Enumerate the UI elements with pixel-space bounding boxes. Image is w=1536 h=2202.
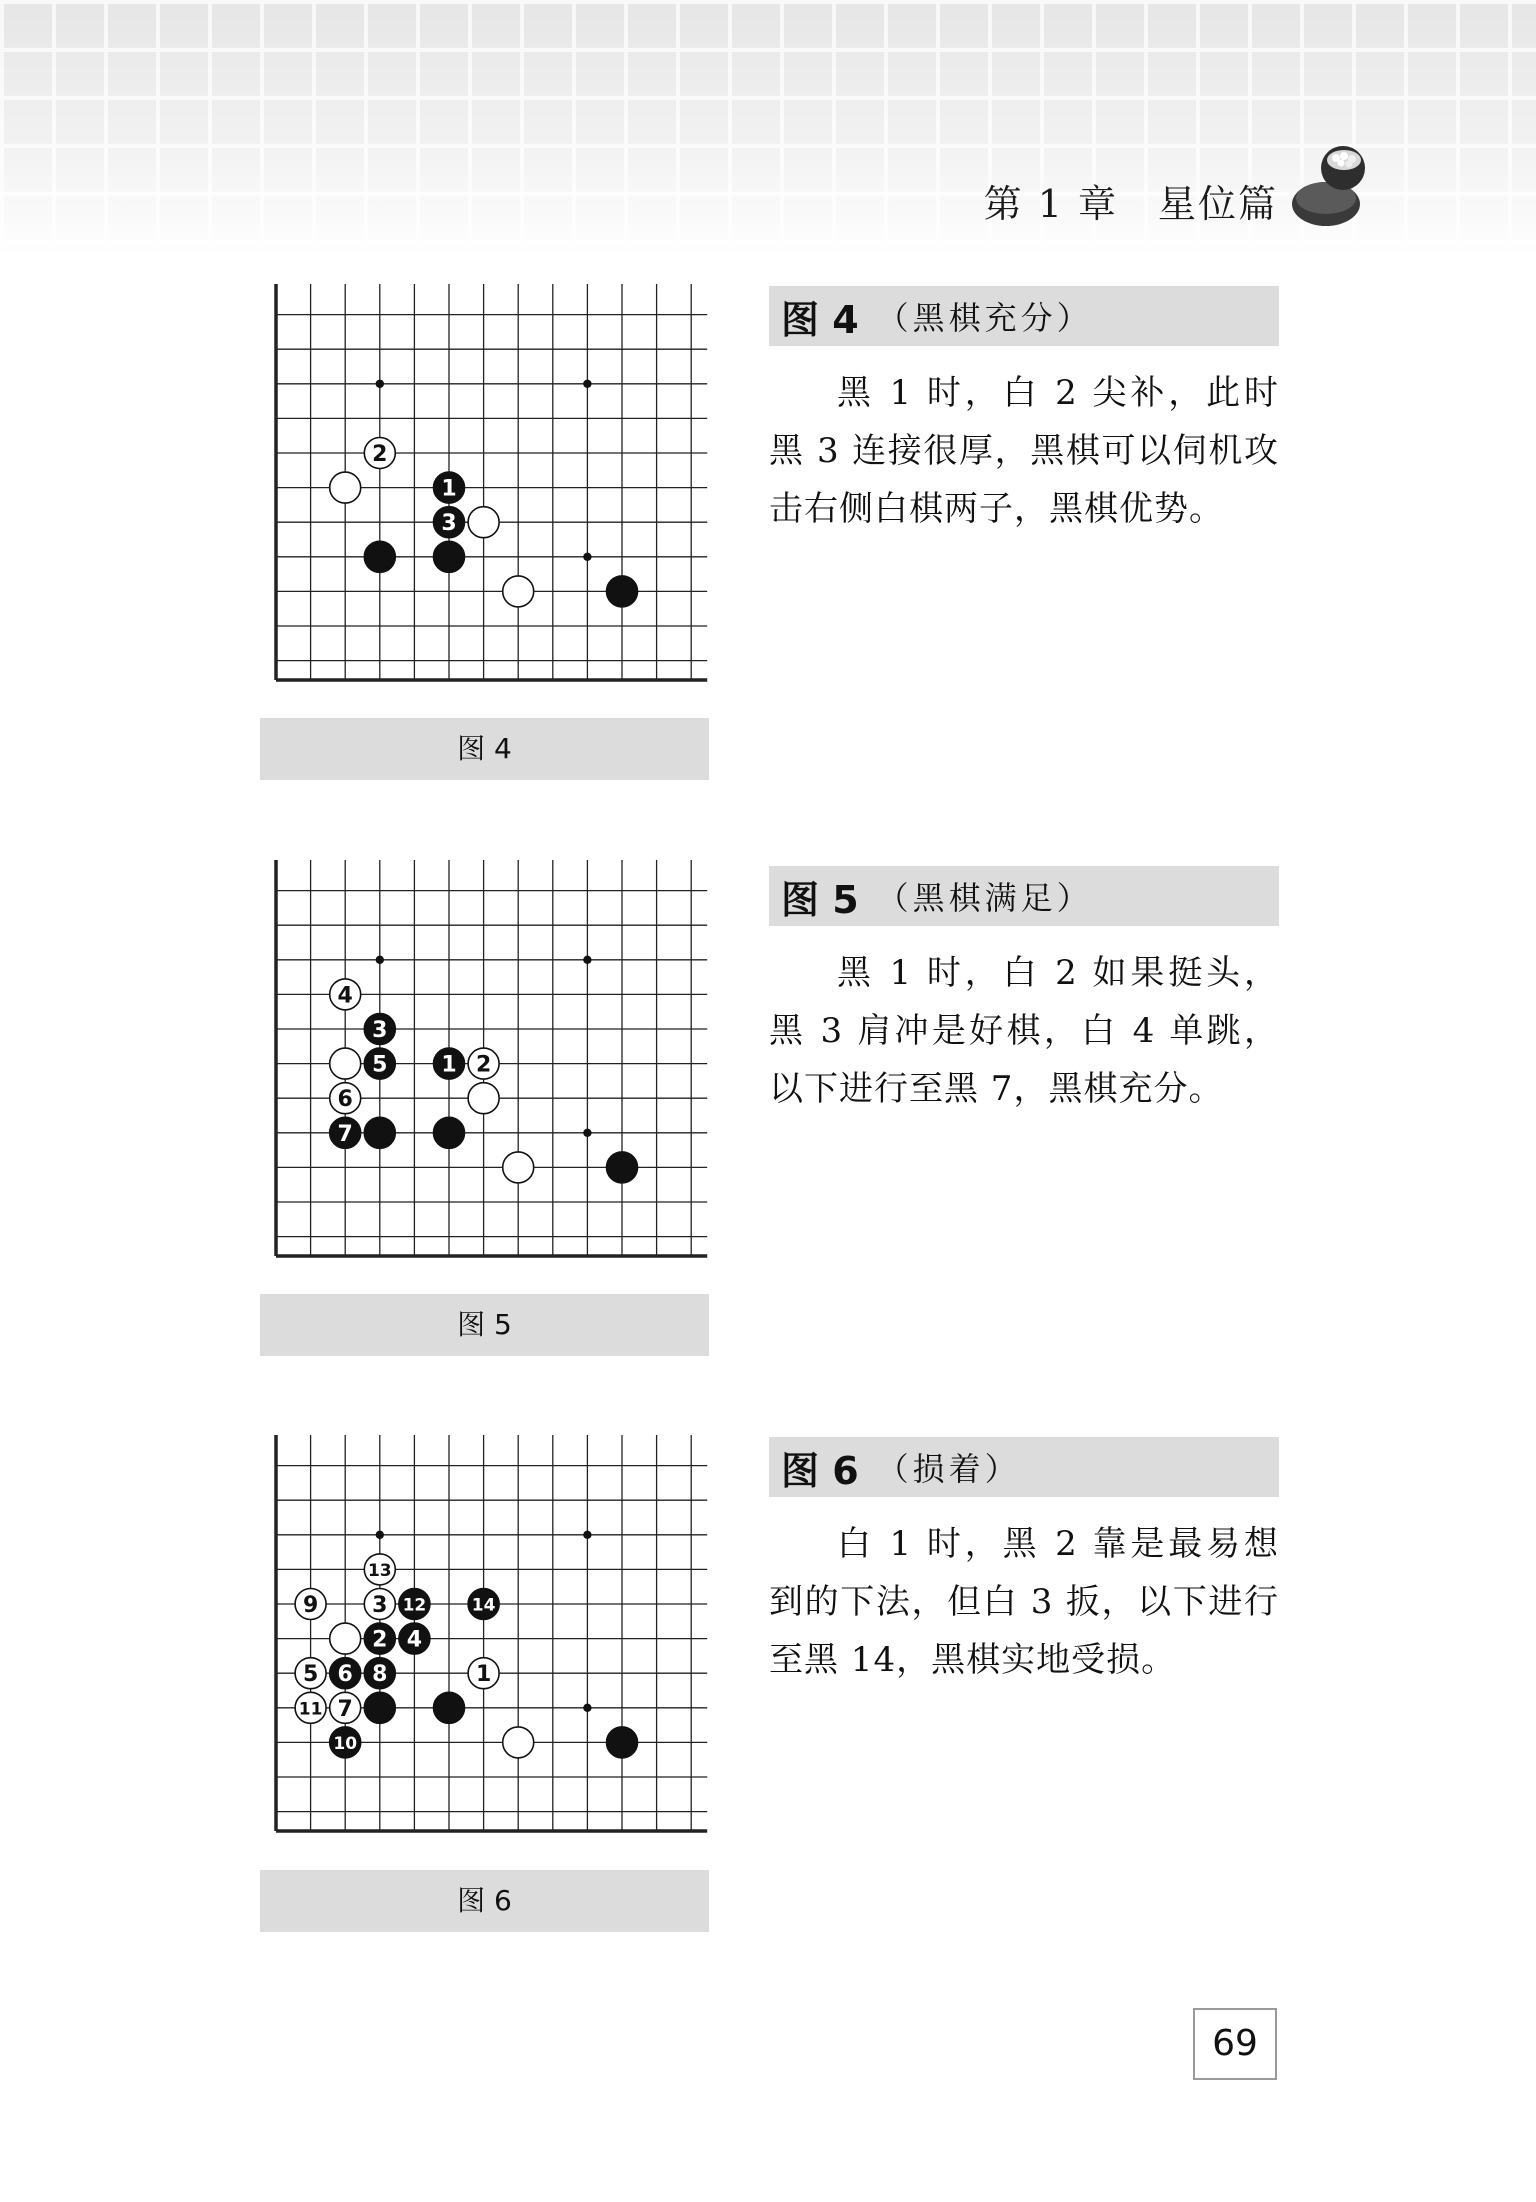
white-stone — [295, 1692, 326, 1723]
figure-heading — [769, 1437, 1279, 1497]
black-stone — [364, 1014, 395, 1045]
black-stone — [330, 1658, 361, 1689]
move-number: 5 — [302, 1662, 319, 1688]
move-number: 5 — [372, 1052, 388, 1078]
star-point — [583, 1704, 591, 1712]
star-point — [376, 956, 384, 964]
white-stone — [364, 1589, 395, 1620]
move-number: 1 — [475, 1662, 492, 1688]
star-point — [376, 1531, 384, 1539]
commentary-text: 白 1 时，黑 2 靠是最易想到的下法，但白 3 扳，以下进行至黑 14，黑棋实地受损。 — [769, 1524, 1279, 1680]
figure-number: 图 5 — [781, 877, 859, 922]
move-number: 11 — [298, 1699, 323, 1720]
move-number: 2 — [372, 1627, 388, 1653]
move-number: 6 — [337, 1087, 353, 1113]
star-point — [583, 380, 591, 388]
commentary-text: 黑 1 时，白 2 尖补，此时黑 3 连接很厚，黑棋可以伺机攻击右侧白棋两子，黑棋优势。 — [769, 373, 1279, 529]
white-stone — [468, 507, 499, 538]
black-stone — [330, 1117, 361, 1148]
commentary-text: 黑 1 时，白 2 如果挺头，黑 3 肩冲是好棋，白 4 单跳，以下进行至黑 7，黑棋充分。 — [769, 953, 1279, 1109]
black-stone — [607, 576, 638, 607]
figure-4-commentary — [769, 286, 1279, 538]
white-stone — [503, 1152, 534, 1183]
star-point — [583, 553, 591, 561]
go-board-figure-4 — [258, 280, 710, 688]
white-stone — [468, 1083, 499, 1114]
go-board-figure-5 — [258, 856, 710, 1264]
go-bowl-icon — [1288, 138, 1380, 230]
figure-number: 图 6 — [781, 1448, 859, 1493]
black-stone — [399, 1589, 430, 1620]
white-stone — [330, 1083, 361, 1114]
move-number: 12 — [402, 1595, 427, 1616]
black-stone — [434, 507, 465, 538]
white-stone — [503, 1727, 534, 1758]
figure-caption: 图 6 — [260, 1870, 709, 1932]
move-number: 3 — [441, 511, 457, 537]
figure-heading — [769, 286, 1279, 346]
white-stone — [503, 576, 534, 607]
white-stone — [330, 1048, 361, 1079]
move-number: 8 — [372, 1662, 388, 1688]
move-number: 1 — [441, 476, 457, 502]
black-stone — [399, 1623, 430, 1654]
black-stone — [364, 1658, 395, 1689]
page-number: 69 — [1193, 2008, 1277, 2080]
move-number: 3 — [372, 1018, 388, 1043]
star-point — [376, 380, 384, 388]
figure-number: 图 4 — [781, 297, 859, 342]
white-stone — [468, 1658, 499, 1689]
chapter-header — [0, 0, 1536, 252]
black-stone — [364, 1117, 395, 1148]
black-stone — [434, 1692, 465, 1723]
figure-caption: 图 4 — [260, 718, 709, 780]
white-stone — [295, 1589, 326, 1620]
move-number: 3 — [372, 1593, 388, 1618]
black-stone — [434, 1117, 465, 1148]
move-number: 6 — [337, 1662, 353, 1688]
move-number: 4 — [337, 983, 353, 1009]
white-stone — [364, 438, 395, 469]
move-number: 10 — [333, 1733, 358, 1754]
white-stone — [330, 1692, 361, 1723]
black-stone — [364, 541, 395, 572]
white-stone — [330, 1623, 361, 1654]
move-number: 2 — [372, 442, 388, 467]
black-stone — [364, 1623, 395, 1654]
move-number: 7 — [337, 1121, 353, 1147]
black-stone — [434, 541, 465, 572]
move-number: 9 — [302, 1593, 319, 1618]
black-stone — [434, 472, 465, 503]
star-point — [583, 956, 591, 964]
go-board-figure-6 — [258, 1431, 710, 1839]
black-stone — [364, 1048, 395, 1079]
black-stone — [364, 1692, 395, 1723]
white-stone — [330, 472, 361, 503]
white-stone — [364, 1554, 395, 1585]
black-stone — [607, 1727, 638, 1758]
star-point — [583, 1129, 591, 1137]
figure-assessment: （黑棋满足） — [876, 879, 1093, 917]
black-stone — [330, 1727, 361, 1758]
black-stone — [434, 1048, 465, 1079]
chapter-title: 第 1 章 星位篇 — [983, 182, 1278, 226]
figure-5-commentary — [769, 866, 1279, 1118]
move-number: 4 — [406, 1627, 423, 1653]
figure-6-commentary — [769, 1437, 1279, 1689]
white-stone — [330, 979, 361, 1010]
figure-heading — [769, 866, 1279, 926]
star-point — [583, 1531, 591, 1539]
black-stone — [468, 1589, 499, 1620]
figure-caption: 图 5 — [260, 1294, 709, 1356]
white-stone — [295, 1658, 326, 1689]
white-stone — [468, 1048, 499, 1079]
move-number: 7 — [337, 1696, 353, 1722]
figure-assessment: （损着） — [876, 1450, 1021, 1488]
move-number: 2 — [475, 1052, 492, 1078]
move-number: 1 — [441, 1052, 457, 1078]
move-number: 13 — [367, 1560, 392, 1581]
move-number: 14 — [471, 1595, 496, 1616]
figure-assessment: （黑棋充分） — [876, 299, 1093, 337]
black-stone — [607, 1152, 638, 1183]
